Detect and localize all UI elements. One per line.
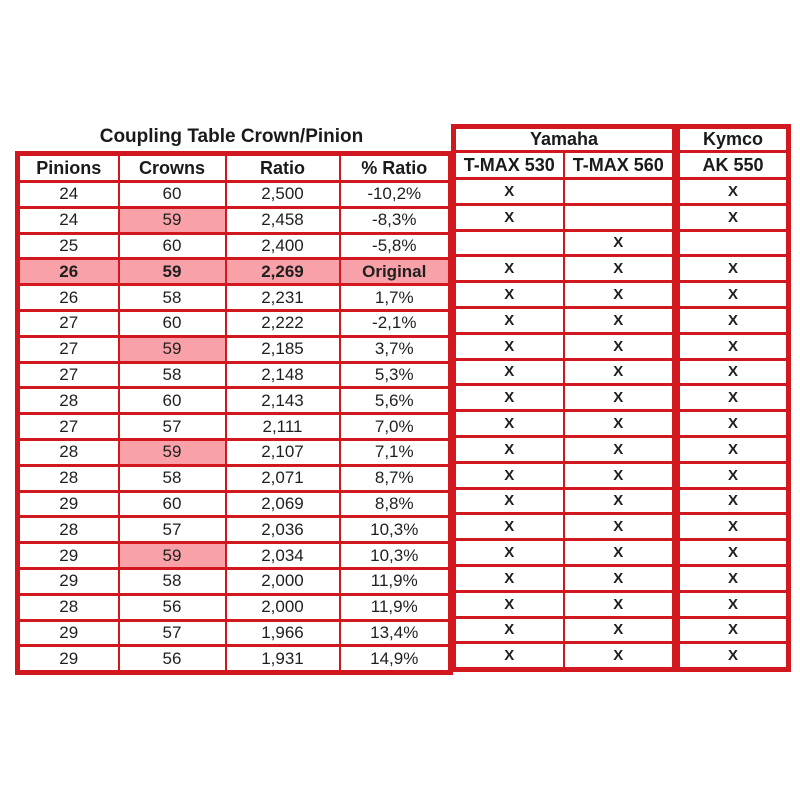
table-row	[678, 411, 789, 437]
pinions-cell: 24	[18, 182, 119, 208]
tmax530-cell: X	[454, 540, 564, 566]
tmax530-cell: X	[454, 307, 564, 333]
table-row	[454, 179, 675, 205]
table-row	[454, 436, 675, 462]
pinions-cell: 26	[18, 259, 119, 285]
table-row	[18, 182, 451, 208]
tmax530-cell: X	[454, 565, 564, 591]
pct-ratio-cell: Original	[340, 259, 451, 285]
ak550-cell: X	[678, 436, 789, 462]
ak550-cell: X	[678, 411, 789, 437]
table-row	[18, 388, 451, 414]
tmax560-cell: X	[564, 436, 675, 462]
crowns-cell: 58	[119, 285, 226, 311]
tmax560-cell: X	[564, 565, 675, 591]
coupling-table	[15, 151, 453, 675]
tmax530-cell: X	[454, 591, 564, 617]
tmax560-cell: X	[564, 359, 675, 385]
table-row	[454, 591, 675, 617]
table-row	[678, 436, 789, 462]
table-row	[678, 462, 789, 488]
crowns-cell: 57	[119, 414, 226, 440]
tmax560-cell	[564, 204, 675, 230]
crowns-cell: 60	[119, 233, 226, 259]
ratio-cell: 2,222	[226, 310, 340, 336]
table-row	[18, 517, 451, 543]
table-row	[18, 233, 451, 259]
pinions-cell: 28	[18, 517, 119, 543]
table-row	[678, 514, 789, 540]
ak550-cell: X	[678, 385, 789, 411]
tmax560-cell: X	[564, 488, 675, 514]
tmax530-cell: X	[454, 514, 564, 540]
kymco-table-body	[678, 179, 789, 670]
ratio-cell: 2,185	[226, 336, 340, 362]
ak550-cell: X	[678, 591, 789, 617]
table-row	[454, 411, 675, 437]
tmax530-cell: X	[454, 256, 564, 282]
tmax560-cell: X	[564, 230, 675, 256]
tmax530-cell: X	[454, 385, 564, 411]
ratio-cell: 1,931	[226, 646, 340, 673]
crowns-cell: 59	[119, 439, 226, 465]
pct-ratio-cell: -5,8%	[340, 233, 451, 259]
ratio-cell: 2,231	[226, 285, 340, 311]
crowns-cell: 57	[119, 517, 226, 543]
ratio-cell: 2,500	[226, 182, 340, 208]
tmax530-cell: X	[454, 411, 564, 437]
kymco-models-row	[678, 152, 789, 179]
ratio-cell: 1,966	[226, 620, 340, 646]
ratio-cell: 2,400	[226, 233, 340, 259]
table-row	[678, 617, 789, 643]
table-row	[18, 259, 451, 285]
pinions-cell: 27	[18, 336, 119, 362]
pct-ratio-cell: 11,9%	[340, 594, 451, 620]
crowns-cell: 60	[119, 491, 226, 517]
pinions-cell: 29	[18, 620, 119, 646]
pinions-cell: 28	[18, 594, 119, 620]
pinions-cell: 29	[18, 543, 119, 569]
pct-ratio-cell: 5,6%	[340, 388, 451, 414]
ak550-cell: X	[678, 179, 789, 205]
ratio-cell: 2,000	[226, 568, 340, 594]
yamaha-table-body	[454, 179, 675, 670]
coupling-table-body	[18, 182, 451, 673]
table-row	[678, 488, 789, 514]
ratio-cell: 2,000	[226, 594, 340, 620]
pinions-cell: 27	[18, 362, 119, 388]
pct-ratio-cell: -8,3%	[340, 207, 451, 233]
tmax530-cell: X	[454, 204, 564, 230]
pct-ratio-header: % Ratio	[340, 154, 451, 182]
table-row	[678, 204, 789, 230]
tmax530-cell: X	[454, 436, 564, 462]
table-row	[18, 285, 451, 311]
crowns-cell: 60	[119, 388, 226, 414]
ak550-cell: X	[678, 540, 789, 566]
table-row	[454, 307, 675, 333]
tmax560-cell: X	[564, 411, 675, 437]
pct-ratio-cell: 11,9%	[340, 568, 451, 594]
ak550-cell: X	[678, 462, 789, 488]
kymco-section	[675, 124, 786, 672]
pinions-cell: 29	[18, 568, 119, 594]
crowns-cell: 59	[119, 336, 226, 362]
table-row	[454, 359, 675, 385]
tmax560-cell: X	[564, 462, 675, 488]
pct-ratio-cell: 7,0%	[340, 414, 451, 440]
ratio-cell: 2,458	[226, 207, 340, 233]
ak550-cell: X	[678, 514, 789, 540]
coupling-header-row	[18, 154, 451, 182]
table-row	[18, 620, 451, 646]
table-row	[454, 204, 675, 230]
pct-ratio-cell: 3,7%	[340, 336, 451, 362]
pinions-cell: 29	[18, 491, 119, 517]
pct-ratio-cell: 8,7%	[340, 465, 451, 491]
yamaha-table	[451, 124, 677, 672]
pct-ratio-cell: 8,8%	[340, 491, 451, 517]
table-row	[678, 282, 789, 308]
pinions-cell: 28	[18, 465, 119, 491]
table-row	[454, 617, 675, 643]
ratio-cell: 2,069	[226, 491, 340, 517]
kymco-brand-header: Kymco	[678, 127, 789, 152]
tmax560-cell: X	[564, 282, 675, 308]
tmax560-cell: X	[564, 307, 675, 333]
table-row	[678, 540, 789, 566]
ak550-cell: X	[678, 488, 789, 514]
yamaha-brand-header: Yamaha	[454, 127, 675, 152]
tmax560-cell: X	[564, 540, 675, 566]
table-row	[454, 488, 675, 514]
ak550-cell: X	[678, 256, 789, 282]
yamaha-brand-row	[454, 127, 675, 152]
coupling-table-figure	[15, 124, 786, 675]
tmax530-cell: X	[454, 488, 564, 514]
tmax530-cell: X	[454, 643, 564, 670]
crowns-cell: 56	[119, 594, 226, 620]
ak550-cell: X	[678, 643, 789, 670]
table-row	[678, 179, 789, 205]
table-row	[18, 646, 451, 673]
pct-ratio-cell: 1,7%	[340, 285, 451, 311]
table-title: Coupling Table Crown/Pinion	[99, 126, 364, 147]
tmax560-cell: X	[564, 514, 675, 540]
table-row	[454, 565, 675, 591]
tmax560-cell: X	[564, 591, 675, 617]
table-row	[18, 336, 451, 362]
tmax560-cell	[564, 179, 675, 205]
table-row	[454, 282, 675, 308]
table-row	[18, 362, 451, 388]
table-row	[18, 207, 451, 233]
yamaha-models-row	[454, 152, 675, 179]
yamaha-section	[451, 124, 672, 672]
pct-ratio-cell: 14,9%	[340, 646, 451, 673]
table-row	[18, 594, 451, 620]
table-row	[18, 543, 451, 569]
tmax530-cell: X	[454, 462, 564, 488]
tmax530-cell: X	[454, 617, 564, 643]
crowns-cell: 57	[119, 620, 226, 646]
table-row	[678, 359, 789, 385]
crowns-header: Crowns	[119, 154, 226, 182]
tmax560-cell: X	[564, 385, 675, 411]
ratio-cell: 2,143	[226, 388, 340, 414]
crowns-cell: 58	[119, 465, 226, 491]
crowns-cell: 59	[119, 543, 226, 569]
table-row	[454, 230, 675, 256]
table-row	[454, 256, 675, 282]
tmax530-cell	[454, 230, 564, 256]
table-row	[18, 310, 451, 336]
table-row	[678, 385, 789, 411]
tmax530-cell: X	[454, 359, 564, 385]
crowns-cell: 60	[119, 310, 226, 336]
tmax530-cell: X	[454, 333, 564, 359]
table-row	[18, 439, 451, 465]
pinions-cell: 29	[18, 646, 119, 673]
pinions-cell: 28	[18, 439, 119, 465]
table-row	[454, 333, 675, 359]
table-row	[678, 591, 789, 617]
ak550-header: AK 550	[678, 152, 789, 179]
ak550-cell: X	[678, 204, 789, 230]
table-row	[678, 333, 789, 359]
pct-ratio-cell: 7,1%	[340, 439, 451, 465]
table-row	[678, 565, 789, 591]
crowns-cell: 60	[119, 182, 226, 208]
pinions-header: Pinions	[18, 154, 119, 182]
pct-ratio-cell: 10,3%	[340, 543, 451, 569]
ak550-cell: X	[678, 359, 789, 385]
crowns-cell: 58	[119, 568, 226, 594]
kymco-table	[675, 124, 791, 672]
crowns-cell: 56	[119, 646, 226, 673]
pinions-cell: 27	[18, 310, 119, 336]
table-row	[678, 256, 789, 282]
crowns-cell: 59	[119, 259, 226, 285]
pinions-cell: 28	[18, 388, 119, 414]
tmax530-cell: X	[454, 282, 564, 308]
ratio-cell: 2,036	[226, 517, 340, 543]
ak550-cell: X	[678, 307, 789, 333]
table-row	[18, 465, 451, 491]
table-row	[454, 462, 675, 488]
ratio-cell: 2,107	[226, 439, 340, 465]
table-row	[454, 643, 675, 670]
ak550-cell: X	[678, 565, 789, 591]
tmax560-cell: X	[564, 333, 675, 359]
table-row	[678, 643, 789, 670]
ratio-cell: 2,111	[226, 414, 340, 440]
tmax560-cell: X	[564, 643, 675, 670]
tmax560-cell: X	[564, 256, 675, 282]
ak550-cell: X	[678, 333, 789, 359]
pct-ratio-cell: 13,4%	[340, 620, 451, 646]
ratio-header: Ratio	[226, 154, 340, 182]
table-row	[18, 568, 451, 594]
ak550-cell	[678, 230, 789, 256]
pct-ratio-cell: 5,3%	[340, 362, 451, 388]
table-row	[18, 414, 451, 440]
pinions-cell: 27	[18, 414, 119, 440]
tmax560-header: T-MAX 560	[564, 152, 675, 179]
pinions-cell: 24	[18, 207, 119, 233]
table-row	[678, 307, 789, 333]
coupling-table-section	[15, 124, 448, 675]
crowns-cell: 59	[119, 207, 226, 233]
ratio-cell: 2,034	[226, 543, 340, 569]
ratio-cell: 2,269	[226, 259, 340, 285]
ratio-cell: 2,148	[226, 362, 340, 388]
pct-ratio-cell: -2,1%	[340, 310, 451, 336]
ak550-cell: X	[678, 617, 789, 643]
ratio-cell: 2,071	[226, 465, 340, 491]
table-row	[678, 230, 789, 256]
ak550-cell: X	[678, 282, 789, 308]
tmax530-cell: X	[454, 179, 564, 205]
pinions-cell: 25	[18, 233, 119, 259]
pinions-cell: 26	[18, 285, 119, 311]
kymco-brand-row	[678, 127, 789, 152]
tmax560-cell: X	[564, 617, 675, 643]
tmax530-header: T-MAX 530	[454, 152, 564, 179]
table-row	[454, 540, 675, 566]
table-row	[454, 514, 675, 540]
crowns-cell: 58	[119, 362, 226, 388]
table-row	[18, 491, 451, 517]
table-row	[454, 385, 675, 411]
pct-ratio-cell: 10,3%	[340, 517, 451, 543]
pct-ratio-cell: -10,2%	[340, 182, 451, 208]
